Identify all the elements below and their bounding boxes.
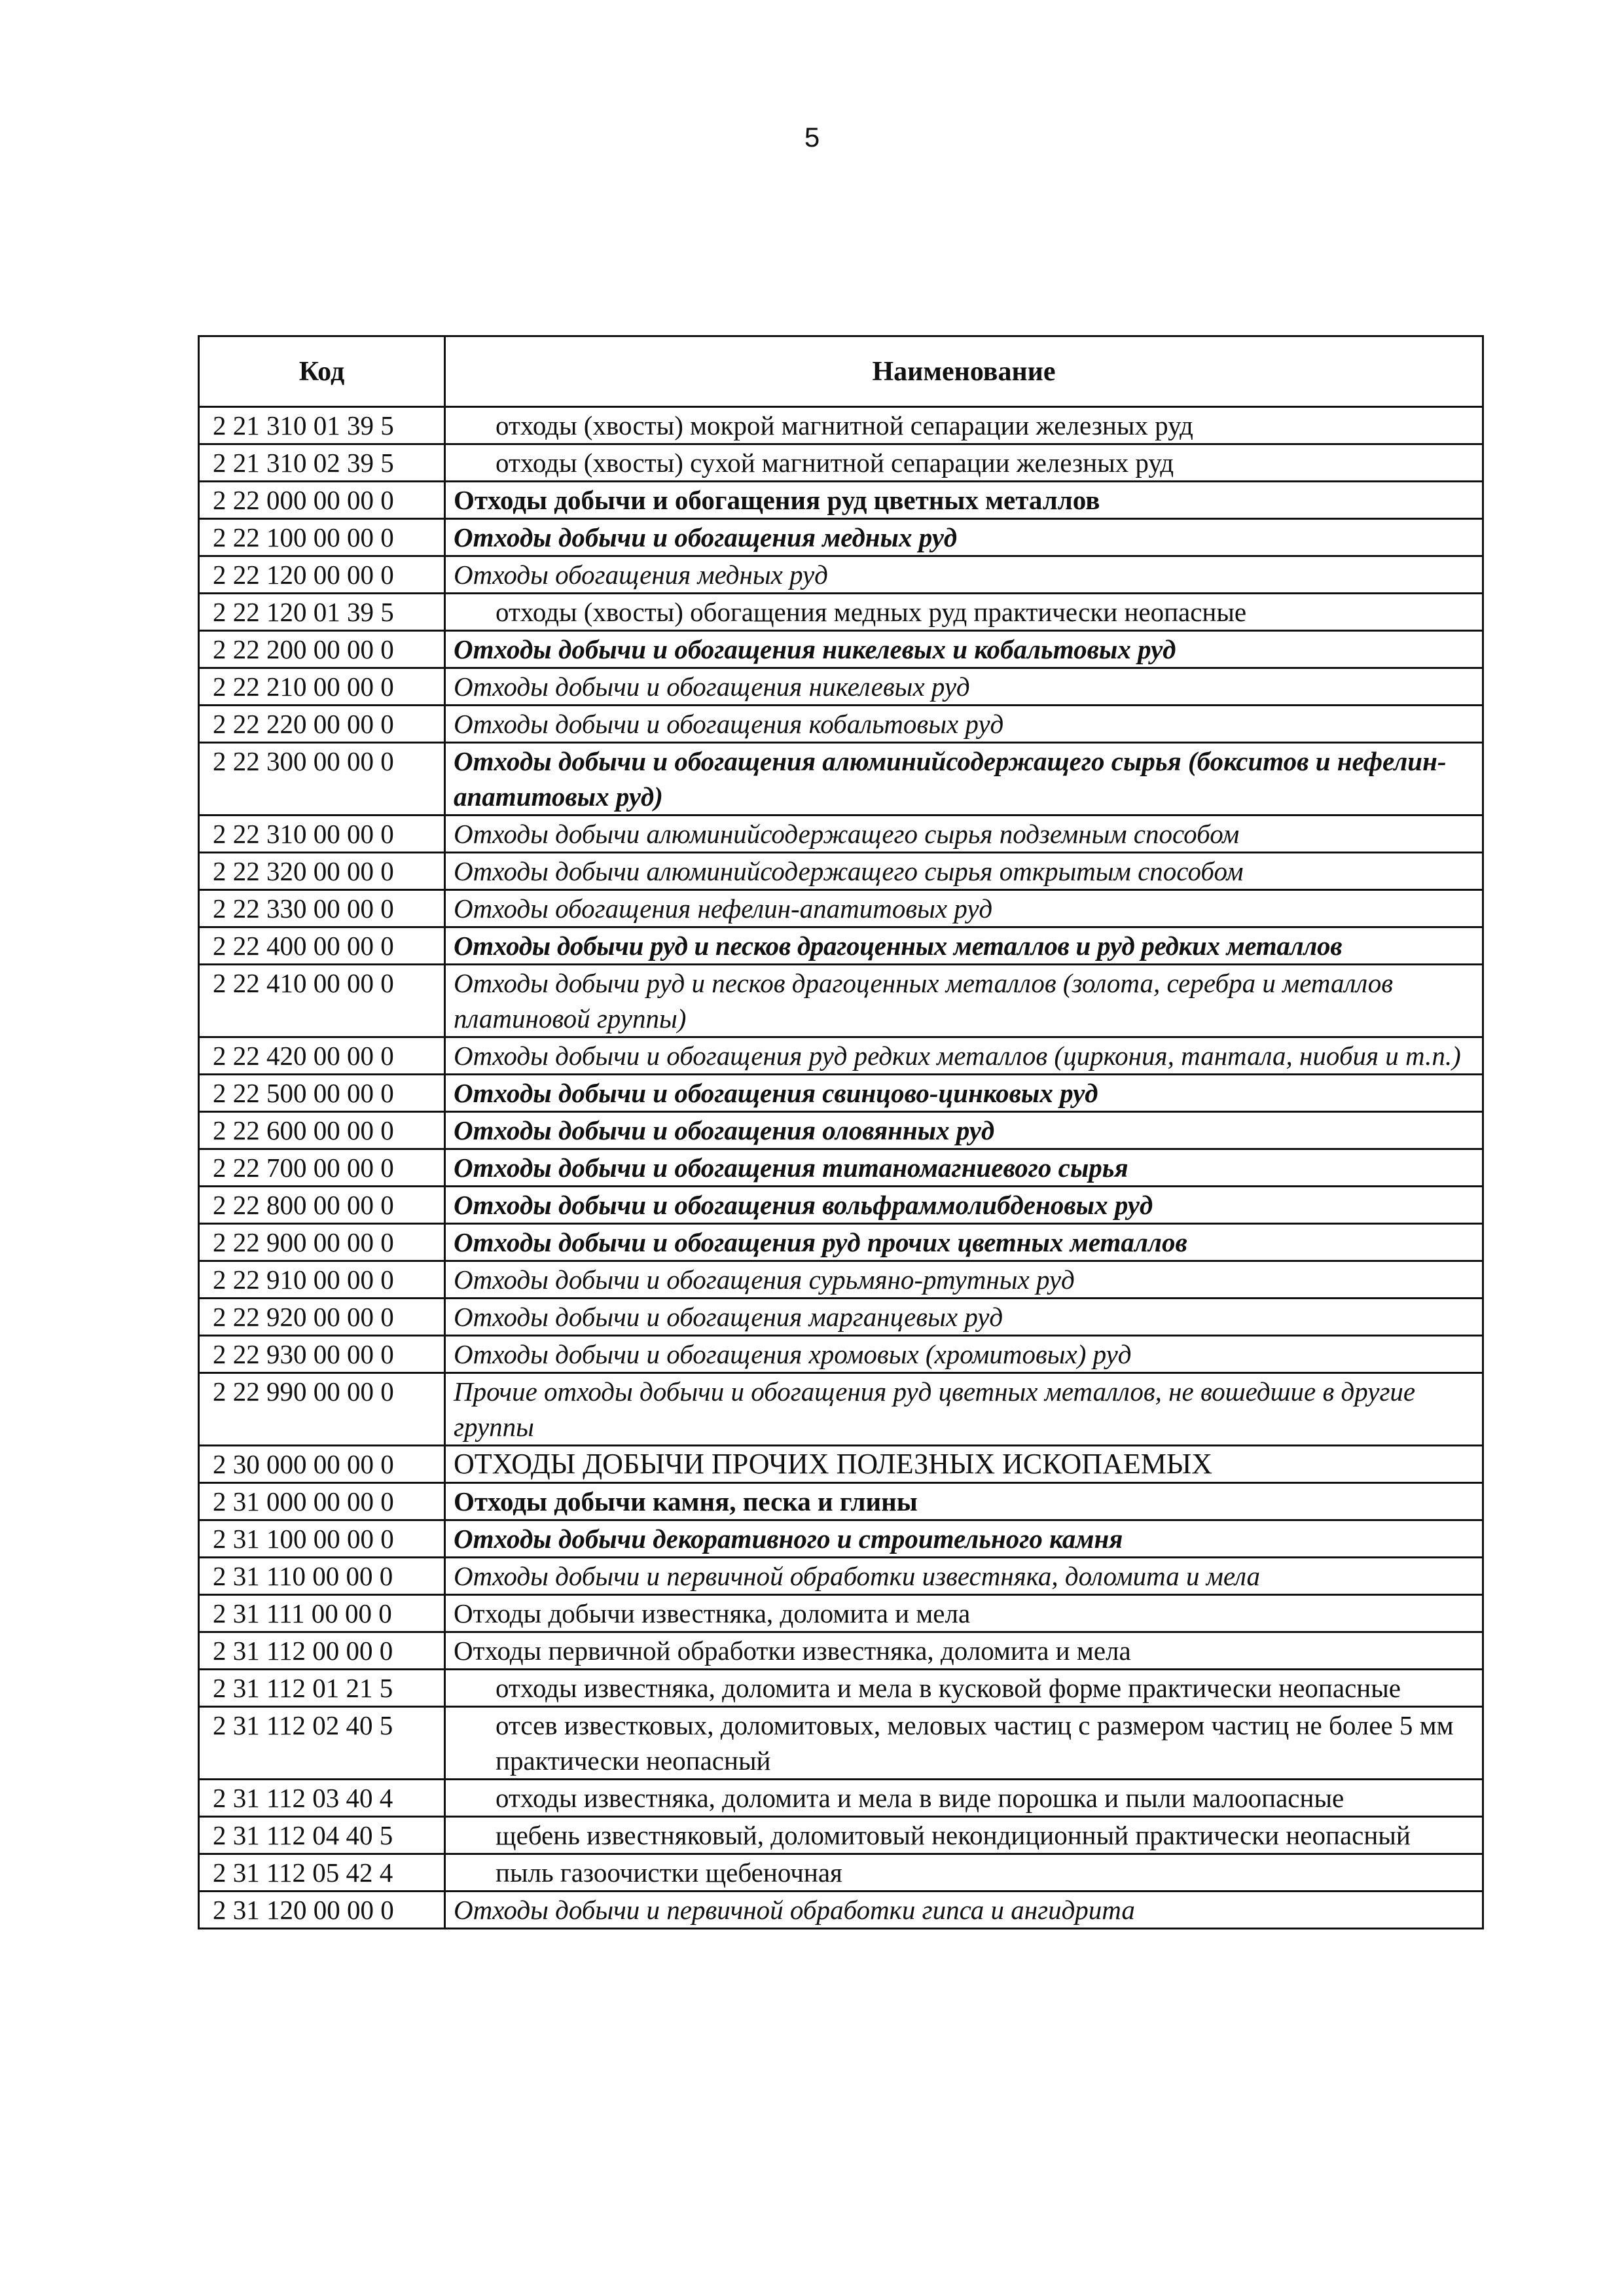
row-code: 2 31 112 04 40 5 bbox=[199, 1817, 445, 1854]
row-name: Отходы добычи и обогащения медных руд bbox=[445, 519, 1483, 556]
row-name: Отходы добычи и первичной обработки гипса и ангидрита bbox=[445, 1892, 1483, 1929]
row-name: Отходы добычи и обогащения кобальтовых руд bbox=[445, 706, 1483, 743]
row-code: 2 22 920 00 00 0 bbox=[199, 1299, 445, 1336]
row-code: 2 22 800 00 00 0 bbox=[199, 1187, 445, 1224]
row-name: Отходы добычи известняка, доломита и мела bbox=[445, 1595, 1483, 1632]
row-name: Отходы добычи руд и песков драгоценных металлов и руд редких металлов bbox=[445, 927, 1483, 965]
row-name: Отходы добычи и обогащения хромовых (хромитовых) руд bbox=[445, 1336, 1483, 1373]
table-row bbox=[199, 1483, 1483, 1520]
row-code: 2 31 111 00 00 0 bbox=[199, 1595, 445, 1632]
row-name: Отходы добычи и обогащения руд прочих цветных металлов bbox=[445, 1224, 1483, 1261]
row-code: 2 22 500 00 00 0 bbox=[199, 1075, 445, 1112]
row-name: Отходы добычи и обогащения руд цветных металлов bbox=[445, 482, 1483, 519]
row-name: отходы (хвосты) мокрой магнитной сепарации железных руд bbox=[445, 407, 1483, 444]
table-row bbox=[199, 1670, 1483, 1707]
row-code: 2 22 700 00 00 0 bbox=[199, 1149, 445, 1187]
header-name: Наименование bbox=[445, 336, 1483, 407]
row-name: отходы (хвосты) сухой магнитной сепарации железных руд bbox=[445, 444, 1483, 482]
row-name: Отходы добычи и обогащения никелевых руд bbox=[445, 668, 1483, 706]
table-row bbox=[199, 482, 1483, 519]
row-name: отходы известняка, доломита и мела в кусковой форме практически неопасные bbox=[445, 1670, 1483, 1707]
table-row bbox=[199, 519, 1483, 556]
row-name: отходы (хвосты) обогащения медных руд практически неопасные bbox=[445, 594, 1483, 631]
header-code: Код bbox=[199, 336, 445, 407]
table-row bbox=[199, 1149, 1483, 1187]
row-name: Отходы добычи алюминийсодержащего сырья открытым способом bbox=[445, 853, 1483, 890]
table-row bbox=[199, 1261, 1483, 1299]
table-row bbox=[199, 853, 1483, 890]
row-code: 2 22 990 00 00 0 bbox=[199, 1373, 445, 1446]
table-row bbox=[199, 1037, 1483, 1075]
row-name: отходы известняка, доломита и мела в виде порошка и пыли малоопасные bbox=[445, 1780, 1483, 1817]
row-name: Отходы добычи руд и песков драгоценных металлов (золота, серебра и металлов платиновой группы) bbox=[445, 965, 1483, 1037]
table-row bbox=[199, 556, 1483, 594]
table-row bbox=[199, 1112, 1483, 1149]
row-code: 2 22 320 00 00 0 bbox=[199, 853, 445, 890]
table-row bbox=[199, 1187, 1483, 1224]
row-name: Отходы добычи и обогащения титаномагниевого сырья bbox=[445, 1149, 1483, 1187]
row-name: Отходы добычи и обогащения сурьмяно-ртутных руд bbox=[445, 1261, 1483, 1299]
row-name: Отходы добычи камня, песка и глины bbox=[445, 1483, 1483, 1520]
row-code: 2 22 330 00 00 0 bbox=[199, 890, 445, 927]
table-row bbox=[199, 668, 1483, 706]
row-code: 2 22 930 00 00 0 bbox=[199, 1336, 445, 1373]
row-name: Отходы добычи алюминийсодержащего сырья подземным способом bbox=[445, 816, 1483, 853]
row-code: 2 31 112 01 21 5 bbox=[199, 1670, 445, 1707]
table-row bbox=[199, 927, 1483, 965]
row-code: 2 31 100 00 00 0 bbox=[199, 1520, 445, 1558]
row-name: Отходы добычи и обогащения алюминийсодержащего сырья (бокситов и нефелин-апатитовых руд) bbox=[445, 743, 1483, 816]
table-row bbox=[199, 965, 1483, 1037]
row-code: 2 22 100 00 00 0 bbox=[199, 519, 445, 556]
row-name: пыль газоочистки щебеночная bbox=[445, 1854, 1483, 1892]
table-row bbox=[199, 890, 1483, 927]
table-row bbox=[199, 594, 1483, 631]
table-row bbox=[199, 1817, 1483, 1854]
row-code: 2 22 210 00 00 0 bbox=[199, 668, 445, 706]
table-row bbox=[199, 1299, 1483, 1336]
waste-classification-table bbox=[198, 335, 1484, 1929]
row-name: Отходы обогащения нефелин-апатитовых руд bbox=[445, 890, 1483, 927]
row-name: Отходы добычи и обогащения никелевых и кобальтовых руд bbox=[445, 631, 1483, 668]
row-name: Отходы обогащения медных руд bbox=[445, 556, 1483, 594]
row-name: Отходы добычи и обогащения вольфраммолибденовых руд bbox=[445, 1187, 1483, 1224]
row-code: 2 22 200 00 00 0 bbox=[199, 631, 445, 668]
row-code: 2 31 112 05 42 4 bbox=[199, 1854, 445, 1892]
table-row bbox=[199, 1520, 1483, 1558]
row-code: 2 22 310 00 00 0 bbox=[199, 816, 445, 853]
row-name: щебень известняковый, доломитовый некондиционный практически неопасный bbox=[445, 1817, 1483, 1854]
row-code: 2 30 000 00 00 0 bbox=[199, 1446, 445, 1483]
row-code: 2 31 120 00 00 0 bbox=[199, 1892, 445, 1929]
table-row bbox=[199, 1854, 1483, 1892]
row-code: 2 31 112 00 00 0 bbox=[199, 1632, 445, 1670]
row-name: Отходы добычи и обогащения марганцевых руд bbox=[445, 1299, 1483, 1336]
row-code: 2 22 900 00 00 0 bbox=[199, 1224, 445, 1261]
row-code: 2 22 120 01 39 5 bbox=[199, 594, 445, 631]
row-code: 2 31 110 00 00 0 bbox=[199, 1558, 445, 1595]
row-code: 2 31 112 03 40 4 bbox=[199, 1780, 445, 1817]
row-code: 2 22 300 00 00 0 bbox=[199, 743, 445, 816]
table-row bbox=[199, 1558, 1483, 1595]
row-name: Прочие отходы добычи и обогащения руд цветных металлов, не вошедшие в другие группы bbox=[445, 1373, 1483, 1446]
table-row bbox=[199, 1892, 1483, 1929]
table-row bbox=[199, 1780, 1483, 1817]
row-name: ОТХОДЫ ДОБЫЧИ ПРОЧИХ ПОЛЕЗНЫХ ИСКОПАЕМЫХ bbox=[445, 1446, 1483, 1483]
table-row bbox=[199, 743, 1483, 816]
table-row bbox=[199, 706, 1483, 743]
table-row bbox=[199, 816, 1483, 853]
table-header-row bbox=[199, 336, 1483, 407]
row-name: Отходы первичной обработки известняка, доломита и мела bbox=[445, 1632, 1483, 1670]
row-name: Отходы добычи декоративного и строительного камня bbox=[445, 1520, 1483, 1558]
table-row bbox=[199, 1336, 1483, 1373]
row-code: 2 22 600 00 00 0 bbox=[199, 1112, 445, 1149]
table-row bbox=[199, 1595, 1483, 1632]
table-row bbox=[199, 631, 1483, 668]
table-row bbox=[199, 444, 1483, 482]
table-row bbox=[199, 1224, 1483, 1261]
row-code: 2 21 310 02 39 5 bbox=[199, 444, 445, 482]
row-code: 2 22 910 00 00 0 bbox=[199, 1261, 445, 1299]
table-row bbox=[199, 1707, 1483, 1780]
row-name: Отходы добычи и обогащения руд редких металлов (циркония, тантала, ниобия и т.п.) bbox=[445, 1037, 1483, 1075]
table-row bbox=[199, 407, 1483, 444]
row-code: 2 22 000 00 00 0 bbox=[199, 482, 445, 519]
row-code: 2 21 310 01 39 5 bbox=[199, 407, 445, 444]
row-code: 2 22 410 00 00 0 bbox=[199, 965, 445, 1037]
page-number: 5 bbox=[804, 122, 820, 152]
table-row bbox=[199, 1446, 1483, 1483]
row-name: Отходы добычи и обогащения свинцово-цинковых руд bbox=[445, 1075, 1483, 1112]
table-row bbox=[199, 1075, 1483, 1112]
row-code: 2 22 400 00 00 0 bbox=[199, 927, 445, 965]
row-code: 2 22 120 00 00 0 bbox=[199, 556, 445, 594]
table-row bbox=[199, 1373, 1483, 1446]
row-name: Отходы добычи и первичной обработки известняка, доломита и мела bbox=[445, 1558, 1483, 1595]
row-name: отсев известковых, доломитовых, меловых частиц с размером частиц не более 5 мм практически неопасный bbox=[445, 1707, 1483, 1780]
row-code: 2 31 000 00 00 0 bbox=[199, 1483, 445, 1520]
row-code: 2 22 220 00 00 0 bbox=[199, 706, 445, 743]
row-code: 2 22 420 00 00 0 bbox=[199, 1037, 445, 1075]
row-code: 2 31 112 02 40 5 bbox=[199, 1707, 445, 1780]
table-row bbox=[199, 1632, 1483, 1670]
row-name: Отходы добычи и обогащения оловянных руд bbox=[445, 1112, 1483, 1149]
